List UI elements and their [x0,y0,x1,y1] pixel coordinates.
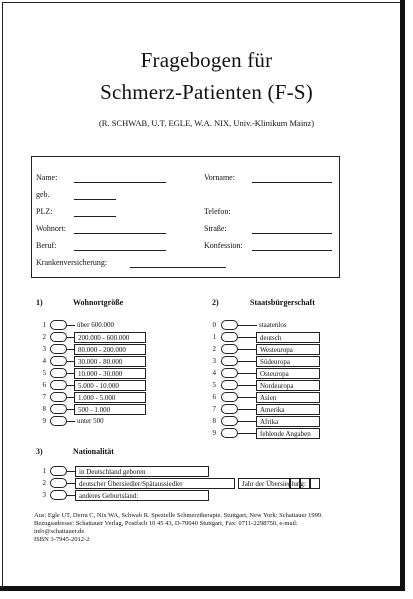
vorname-field[interactable] [252,182,332,183]
checkbox-oval[interactable] [50,344,67,354]
checkbox-oval[interactable] [221,380,238,390]
option-code: 3 [42,345,46,353]
checkbox-oval[interactable] [50,490,67,500]
section-3-heading: Nationalität [73,447,114,456]
beruf-label: Beruf: [36,241,57,250]
option-label: 500 - 1.000 [74,404,146,415]
option-code: 7 [42,393,46,401]
checkbox-oval[interactable] [221,428,238,438]
option-code: 8 [42,405,46,413]
footer-isbn: ISBN 3-7945-2012-2 [34,536,90,543]
geb-field[interactable] [74,199,116,200]
option-code: 9 [212,429,216,437]
checkbox-oval[interactable] [221,320,238,330]
option-code: 2 [212,345,216,353]
option-label: anderes Geburtsland: [75,490,209,501]
checkbox-oval[interactable] [221,404,238,414]
option-label: in Deutschland geboren [75,466,209,477]
option-code: 5 [212,381,216,389]
footer-citation: Aus: Egle UT, Derra C, Nix WA, Schwab R. Spezielle Schmerztherapie. Stuttgart, New York: Schattauer 1999. [34,512,323,519]
krankenversicherung-label: Krankenversicherung: [36,258,108,267]
strasse-label: Straße: [204,224,227,233]
year-digit-box[interactable] [310,478,320,489]
checkbox-oval[interactable] [50,478,67,488]
name-label: Name: [36,173,58,182]
geb-label: geb. [36,190,50,199]
authors-line: (R. SCHWAB, U.T. EGLE, W.A. NIX, Univ.-Klinikum Mainz) [98,118,315,128]
option-label: Afrika [256,416,320,427]
option-label: über 600.000 [77,321,114,329]
beruf-field[interactable] [74,250,166,251]
plz-field[interactable] [74,216,116,217]
option-label: 80.000 - 200.000 [74,344,146,355]
checkbox-oval[interactable] [50,380,67,390]
option-code: 6 [212,393,216,401]
option-code: 7 [212,405,216,413]
option-code: 2 [42,479,46,487]
option-code: 0 [212,321,216,329]
option-code: 4 [42,357,46,365]
option-label: Westeuropa [256,344,320,355]
checkbox-oval[interactable] [50,356,67,366]
leader-line [238,421,257,422]
checkbox-oval[interactable] [221,392,238,402]
option-code: 1 [42,321,46,329]
leader-line [238,373,257,374]
leader-line [238,361,257,362]
option-code: 1 [42,467,46,475]
strasse-field[interactable] [252,233,332,234]
krankenversicherung-field[interactable] [130,267,226,268]
section-1-number: 1) [36,298,43,307]
option-label: Amerika [256,404,320,415]
checkbox-oval[interactable] [50,392,67,402]
option-code: 2 [42,333,46,341]
option-extra-label: Jahr der Übersiedlung: [238,478,290,489]
checkbox-oval[interactable] [50,404,67,414]
section-1-heading: Wohnortgröße [73,298,124,307]
checkbox-oval[interactable] [221,356,238,366]
wohnort-field[interactable] [74,233,166,234]
checkbox-oval[interactable] [50,332,67,342]
option-code: 5 [42,369,46,377]
option-code: 4 [212,369,216,377]
name-field[interactable] [74,182,166,183]
leader-line [238,397,257,398]
vorname-label: Vorname: [204,173,235,182]
option-code: 3 [42,491,46,499]
leader-line [238,409,257,410]
checkbox-oval[interactable] [221,332,238,342]
wohnort-label: Wohnort: [36,224,67,233]
option-code: 9 [42,417,46,425]
option-label: unter 500 [77,417,104,425]
option-label: Asien [256,392,320,403]
leader-line [238,349,257,350]
leader-line [238,385,257,386]
option-label: Nordeuropa [256,380,320,391]
checkbox-oval[interactable] [50,416,67,426]
telefon-label: Telefon: [204,207,231,216]
checkbox-oval[interactable] [221,344,238,354]
option-label: Osteuropa [256,368,320,379]
option-code: 8 [212,417,216,425]
footer-address: Bezugsadresse: Schattauer Verlag, Postfach 10 45 43, D-70040 Stuttgart, Fax: 0711-2298750, e-mail: [34,520,298,527]
title-line-1: Fragebogen für [140,48,273,72]
option-label: 1.000 - 5.000 [74,392,146,403]
checkbox-oval[interactable] [50,320,67,330]
title-line-2: Schmerz-Patienten (F-S) [100,80,313,104]
option-label: 200.000 - 600.000 [74,332,146,343]
option-label: 30.000 - 80.000 [74,356,146,367]
option-label: deutsch [256,332,320,343]
option-code: 1 [212,333,216,341]
personal-data-box [31,156,340,278]
section-2-number: 2) [212,298,219,307]
konfession-label: Konfession: [204,241,243,250]
year-digit-box[interactable] [290,478,300,489]
checkbox-oval[interactable] [221,416,238,426]
plz-label: PLZ: [36,207,53,216]
option-label: 5.000 - 10.000 [74,380,146,391]
option-label: deutscher Übersiedler/Spätaussiedler [75,478,235,489]
leader-line [238,433,257,434]
option-label: fehlende Angaben [256,428,320,439]
section-2-heading: Staatsbürgerschaft [250,298,315,307]
leader-line [238,337,257,338]
option-label: 10.000 - 30.000 [74,368,146,379]
option-label: staatenlos [259,321,287,329]
option-label: Südeuropa [256,356,320,367]
section-3-number: 3) [36,447,43,456]
leader-line [238,325,257,326]
checkbox-oval[interactable] [221,368,238,378]
konfession-field[interactable] [252,250,332,251]
checkbox-oval[interactable] [50,368,67,378]
option-code: 6 [42,381,46,389]
footer-email: info@schattauer.de [34,528,85,535]
year-digit-box[interactable] [300,478,310,489]
option-code: 3 [212,357,216,365]
checkbox-oval[interactable] [50,466,67,476]
